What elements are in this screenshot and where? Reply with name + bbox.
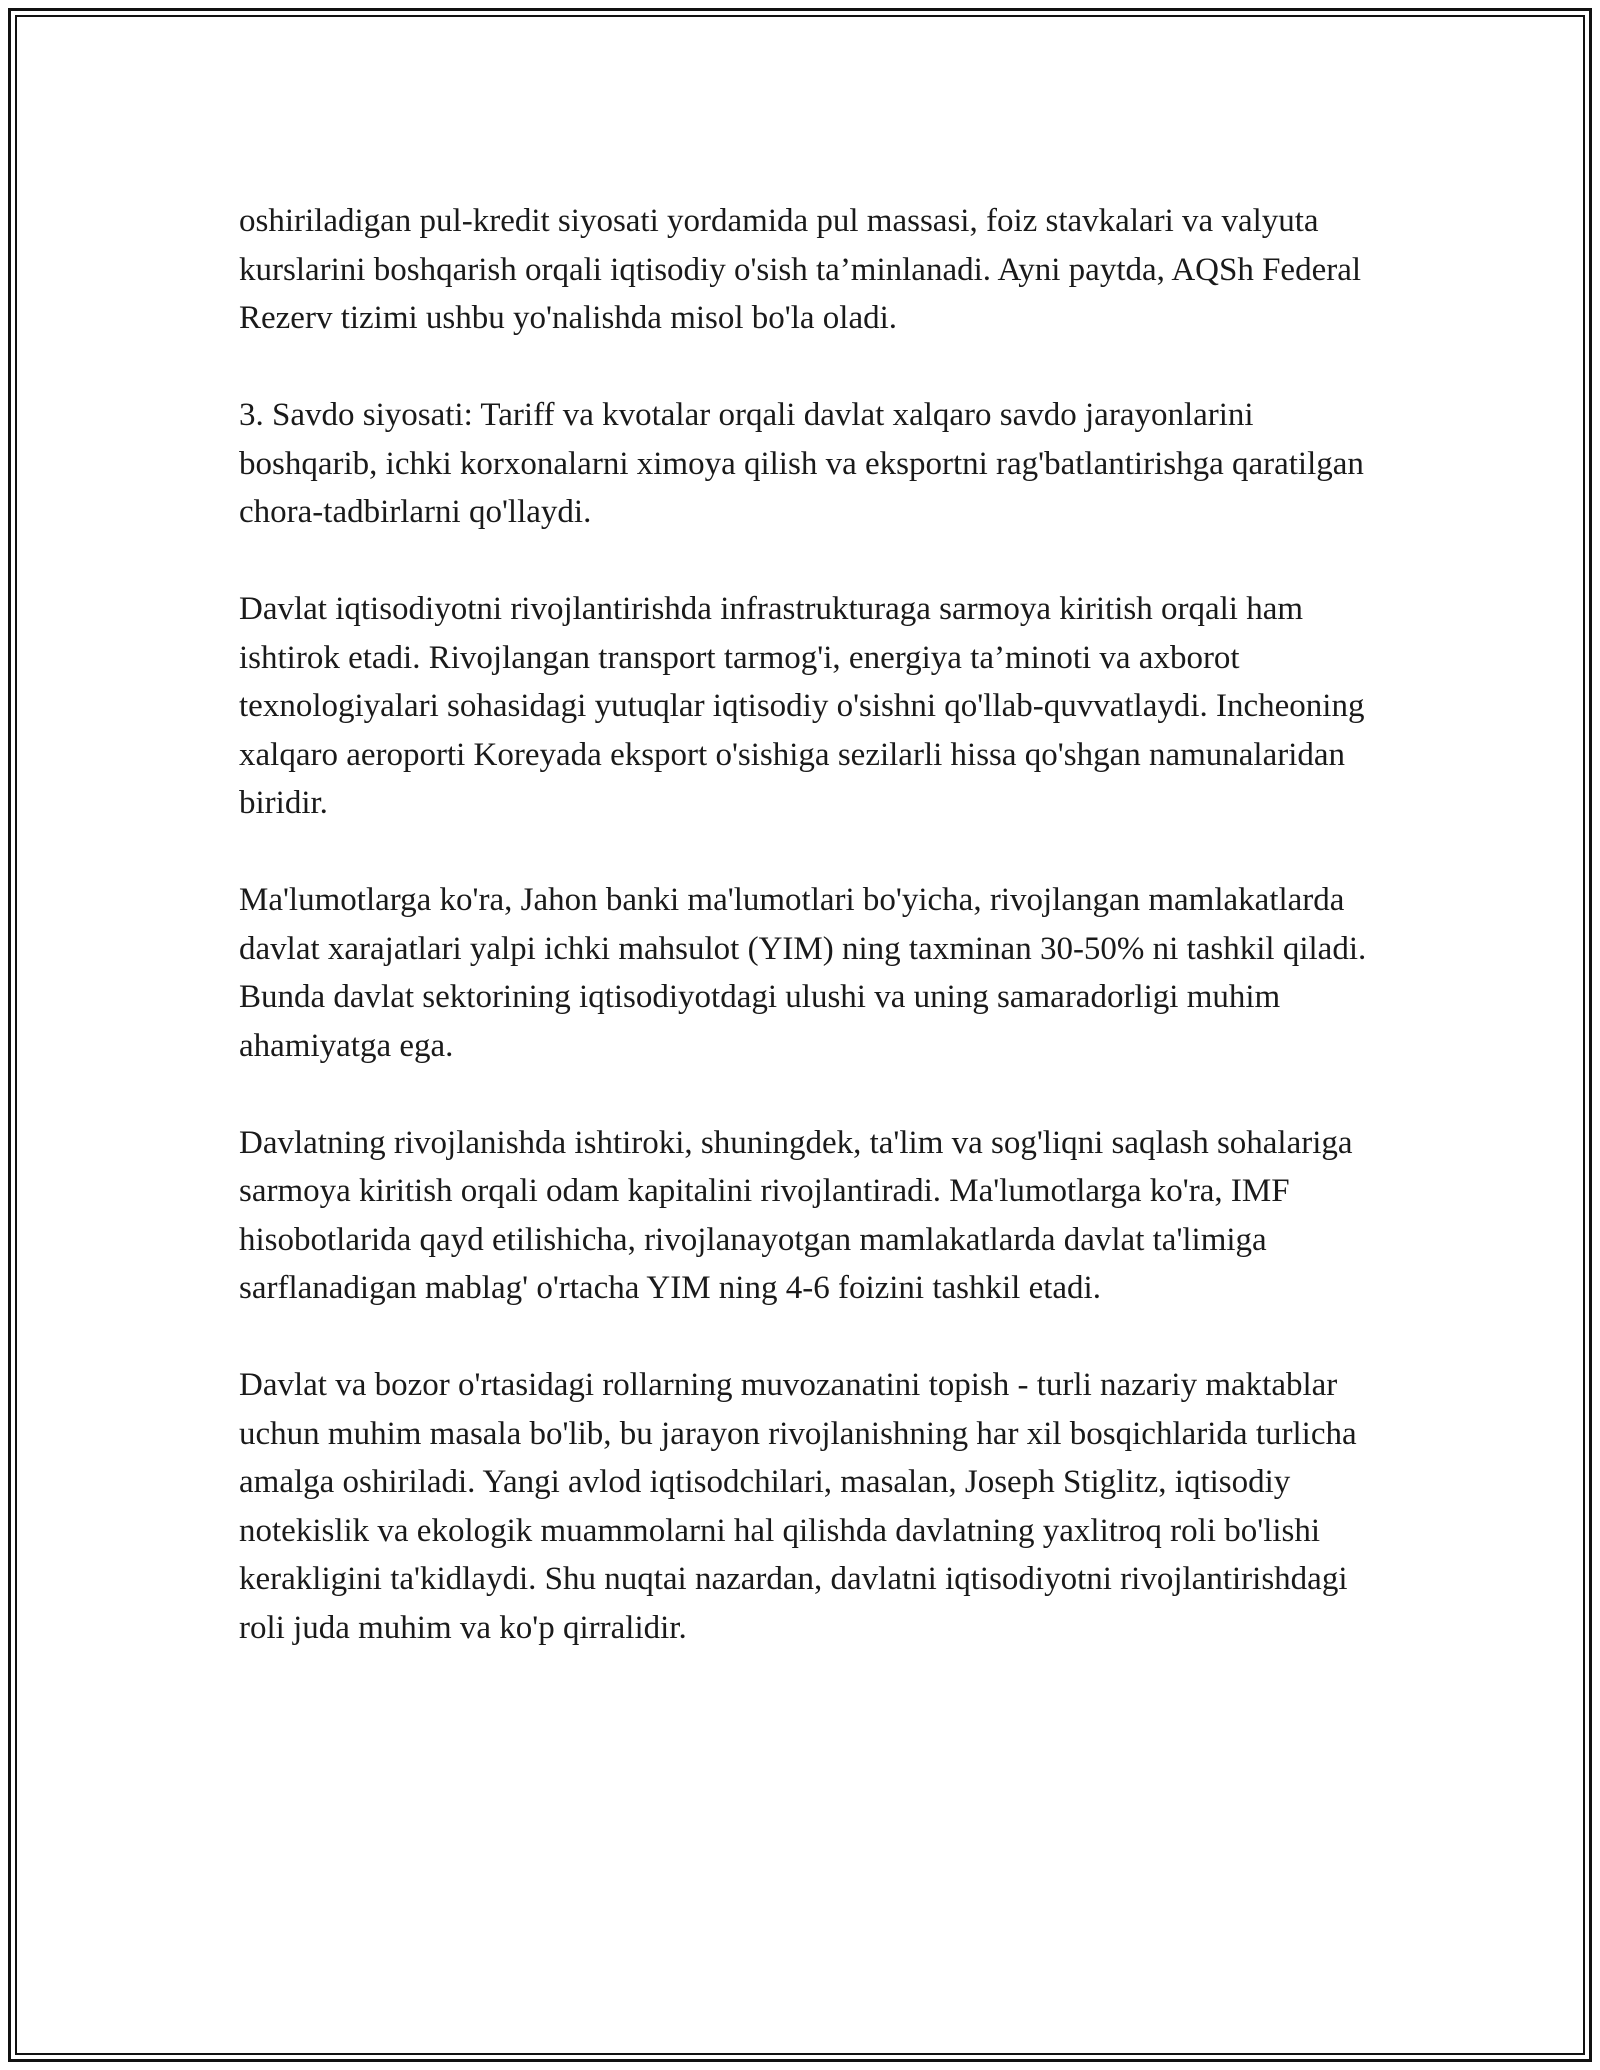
page-border [8,8,1592,2062]
document-body [239,197,1389,1701]
paragraph-infrastructure: Davlat iqtisodiyotni rivojlantirishda infrastrukturaga sarmoya kiritish orqali ham ishtirok etadi. Rivojlangan transport tarmog'i, energiya ta’minoti va axborot texnologiyalari sohasidagi yutuqlar iqtisodiy o'sishni qo'llab-quvvatlaydi. Incheoning xalqaro aeroporti Koreyada eksport o'sishiga sezilarli hissa qo'shgan namunalaridan biridir. [239,591,1365,821]
paragraph-state-market-balance: Davlat va bozor o'rtasidagi rollarning muvozanatini topish - turli nazariy maktablar uchun muhim masala bo'lib, bu jarayon rivojlanishning har xil bosqichlarida turlicha amalga oshiriladi. Yangi avlod iqtisodchilari, masalan, Joseph Stiglitz, iqtisodiy notekislik va ekologik muammolarni hal qilishda davlatning yaxlitroq roli bo'lishi kerakligini ta'kidlaydi. Shu nuqtai nazardan, davlatni iqtisodiyotni rivojlantirishdagi roli juda muhim va ko'p qirralidir. [239,1367,1357,1646]
paragraph-trade-policy: 3. Savdo siyosati: Tariff va kvotalar orqali davlat xalqaro savdo jarayonlarini boshqarib, ichki korxonalarni ximoya qilish va eksportni rag'batlantirishga qaratilgan chora-tadbirlarni qo'llaydi. [239,397,1364,530]
paragraph-government-spending: Ma'lumotlarga ko'ra, Jahon banki ma'lumotlari bo'yicha, rivojlangan mamlakatlarda davlat xarajatlari yalpi ichki mahsulot (YIM) ning taxminan 30-50% ni tashkil qiladi. Bunda davlat sektorining iqtisodiyotdagi ulushi va uning samaradorligi muhim ahamiyatga ega. [239,882,1367,1064]
paragraph-human-capital: Davlatning rivojlanishda ishtiroki, shuningdek, ta'lim va sog'liqni saqlash sohalariga sarmoya kiritish orqali odam kapitalini rivojlantiradi. Ma'lumotlarga ko'ra, IMF hisobotlarida qayd etilishicha, rivojlanayotgan mamlakatlarda davlat ta'limiga sarflanadigan mablag' o'rtacha YIM ning 4-6 foizini tashkil etadi. [239,1124,1353,1306]
paragraph-monetary-policy: oshiriladigan pul-kredit siyosati yordamida pul massasi, foiz stavkalari va valyuta kurslarini boshqarish orqali iqtisodiy o'sish ta’minlanadi. Ayni paytda, AQSh Federal Rezerv tizimi ushbu yo'nalishda misol bo'la oladi. [239,203,1362,336]
